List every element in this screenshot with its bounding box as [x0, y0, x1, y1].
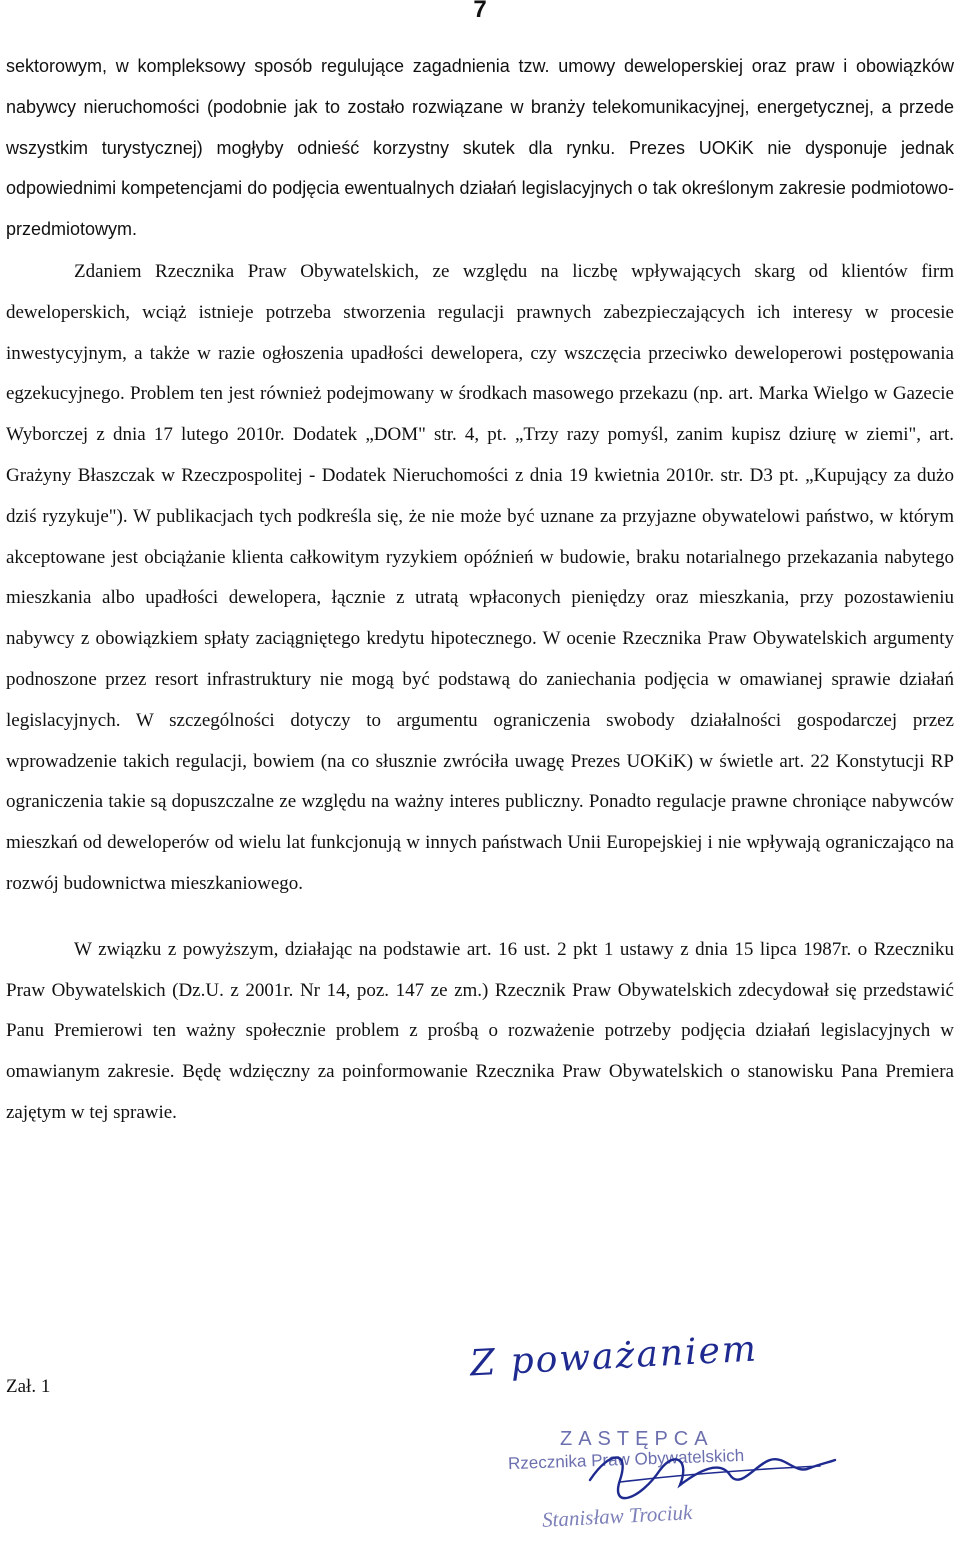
handwritten-closing: Z poważaniem	[469, 1328, 759, 1385]
stamp-organization: Rzecznika Praw Obywatelskich	[507, 1445, 745, 1474]
attachment-note: Zał. 1	[6, 1376, 51, 1397]
letter-body	[6, 46, 954, 1134]
page-number: 7	[473, 0, 487, 23]
paragraph-1: sektorowym, w kompleksowy sposób regulujące zagadnienia tzw. umowy deweloperskiej oraz praw i obowiązków nabywcy nieruchomości (podobnie jak to zostało rozwiązane w branży telekomunikacyjnej, energetycznej, a przede wszystkim turystycznej) mogłyby odnieść korzystny skutek dla rynku. Prezes UOKiK nie dysponuje jednak odpowiednimi kompetencjami do podjęcia ewentualnych działań legislacyjnych o tak określonym zakresie podmiotowo-przedmiotowym.	[6, 56, 954, 240]
stamp-name: Stanisław Trociuk	[541, 1500, 693, 1532]
paragraph-2: Zdaniem Rzecznika Praw Obywatelskich, ze względu na liczbę wpływających skarg od klientów firm deweloperskich, wciąż istnieje potrzeba stworzenia regulacji prawnych zabezpieczających ich interesy w procesie inwestycyjnym, a także w razie ogłoszenia upadłości dewelopera, czy wszczęcia przeciwko deweloperowi postępowania egzekucyjnego. Problem ten jest również podejmowany w środkach masowego przekazu (np. art. Marka Wielgo w Gazecie Wyborczej z dnia 17 lutego 2010r. Dodatek „DOM" str. 4, pt. „Trzy razy pomyśl, zanim kupisz dziurę w ziemi", art. Grażyny Błaszczak w Rzeczpospolitej - Dodatek Nieruchomości z dnia 19 kwietnia 2010r. str. D3 pt. „Kupujący za dużo dziś ryzykuje"). W publikacjach tych podkreśla się, że nie może być uznane za przyjazne obywatelowi państwo, w którym akceptowane jest obciążanie klienta całkowitym ryzykiem opóźnień w budowie, braku notarialnego przekazania nabytego mieszkania albo upadłości dewelopera, łącznie z utratą wpłaconych pieniędzy oraz mieszkania, przy pozostawieniu nabywcy z obowiązkiem spłaty zaciągniętego kredytu hipotecznego. W ocenie Rzecznika Praw Obywatelskich argumenty podnoszone przez resort infrastruktury nie mogą być podstawą do zaniechania podjęcia w omawianej sprawie działań legislacyjnych. W szczególności dotyczy to argumentu ograniczenia swobody działalności gospodarczej przez wprowadzenie takich regulacji, bowiem (na co słusznie zwróciła uwagę Prezes UOKiK) w świetle art. 22 Konstytucji RP ograniczenia takie są dopuszczalne ze względu na ważny interes publiczny. Ponadto regulacje prawne chroniące nabywców mieszkań od deweloperów od wielu lat funkcjonują w innych państwach Unii Europejskiej i nie wpływają ograniczająco na rozwój budownictwa mieszkaniowego.	[6, 260, 954, 894]
stamp-title: ZASTĘPCA	[560, 1428, 714, 1450]
paragraph-3: W związku z powyższym, działając na podstawie art. 16 ust. 2 pkt 1 ustawy z dnia 15 lipca 1987r. o Rzeczniku Praw Obywatelskich (Dz.U. z 2001r. Nr 14, poz. 147 ze zm.) Rzecznik Praw Obywatelskich zdecydował się przedstawić Panu Premierowi ten ważny społecznie problem z prośbą o rozważenie potrzeby podjęcia działań legislacyjnych w omawianym zakresie. Będę wdzięczny za poinformowanie Rzecznika Praw Obywatelskich o stanowisku Pana Premiera zajętym w tej sprawie.	[6, 938, 954, 1123]
signature-scribble	[580, 1440, 840, 1510]
